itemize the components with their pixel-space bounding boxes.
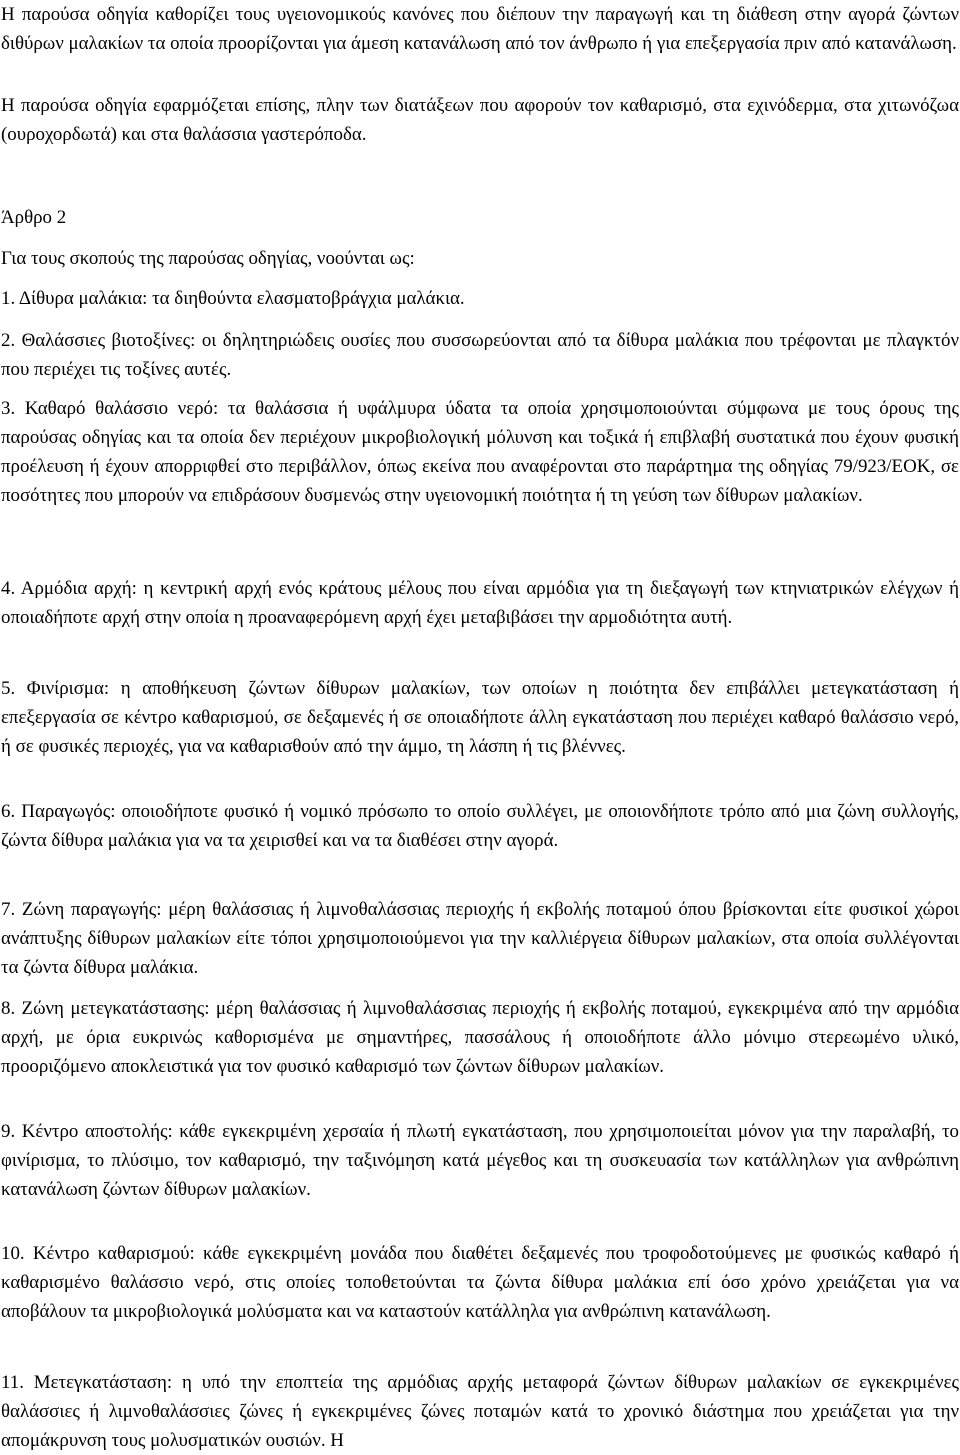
definition-item: [1, 1368, 959, 1455]
definition-text: 5. Φινίρισμα: η αποθήκευση ζώντων δίθυρων μαλακίων, των οποίων η ποιότητα δεν επιβάλλει μετεγκατάσταση ή επεξεργασία σε κέντρο καθαρισμού, σε δεξαμενές ή σε οποιαδήποτε άλλη εγκατάσταση που περιέχει καθαρό θαλάσσιο νερό, ή σε φυσικές περιοχές, για να καθαρισθούν από την άμμο, τη λάσπη ή τις βλέννες.: [1, 678, 959, 757]
definition-text: 1. Δίθυρα μαλάκια: τα διηθούντα ελασματοβράγχια μαλάκια.: [1, 288, 465, 309]
definition-item: [1, 574, 959, 632]
paragraph-text: Η παρούσα οδηγία εφαρμόζεται επίσης, πλην των διατάξεων που αφορούν τον καθαρισμό, στα εχινόδερμα, στα χιτωνόζωα (ουροχορδωτά) και στα θαλάσσια γαστερόποδα.: [1, 95, 959, 145]
definition-item: [1, 1239, 959, 1326]
definition-item: [1, 394, 959, 510]
intro-paragraph-1: [1, 0, 959, 58]
definition-item: [1, 994, 959, 1081]
article-heading-text: Άρθρο 2: [1, 207, 67, 228]
definition-item: [1, 1117, 959, 1204]
definition-item: [1, 797, 959, 855]
definitions-lead: [1, 244, 959, 273]
definition-text: 4. Αρμόδια αρχή: η κεντρική αρχή ενός κράτους μέλους που είναι αρμόδια για τη διεξαγωγή των κτηνιατρικών ελέγχων ή οποιαδήποτε αρχή στην οποία η προαναφερόμενη αρχή έχει μεταβιβάσει την αρμοδιότητα αυτή.: [1, 578, 959, 628]
definition-item: [1, 895, 959, 982]
definition-text: 6. Παραγωγός: οποιοδήποτε φυσικό ή νομικό πρόσωπο το οποίο συλλέγει, με οποιονδήποτε τρόπο από μια ζώνη συλλογής, ζώντα δίθυρα μαλάκια για να τα χειρισθεί και να τα διαθέσει στην αγορά.: [1, 801, 959, 851]
definition-text: 11. Μετεγκατάσταση: η υπό την εποπτεία της αρμόδιας αρχής μεταφορά ζώντων δίθυρων μαλακίων σε εγκεκριμένες θαλάσσιες ή λιμνοθαλάσσιες ζώνες ή εγκεκριμένες ζώνες ποταμών κατά το χρονικό διάστημα που χρειάζεται για την απομάκρυνση τους μολυσματικών ουσιών. Η: [1, 1372, 959, 1451]
definition-text: 9. Κέντρο αποστολής: κάθε εγκεκριμένη χερσαία ή πλωτή εγκατάσταση, που χρησιμοποιείται μόνον για την παραλαβή, το φινίρισμα, το πλύσιμο, τον καθαρισμό, την ταξινόμηση κατά μέγεθος και τη συσκευασία των κατάλληλων για ανθρώπινη κατανάλωση ζώντων δίθυρων μαλακίων.: [1, 1121, 959, 1200]
definition-text: 8. Ζώνη μετεγκατάστασης: μέρη θαλάσσιας ή λιμνοθαλάσσιας περιοχής ή εκβολής ποταμού, εγκεκριμένα από την αρμόδια αρχή, με όρια ευκρινώς καθορισμένα με σημαντήρες, πασσάλους ή οποιοδήποτε άλλο μόνιμο στερεωμένο υλικό, προοριζόμενο αποκλειστικά για τον φυσικό καθαρισμό των ζώντων δίθυρων μαλακίων.: [1, 998, 959, 1077]
definition-text: 2. Θαλάσσιες βιοτοξίνες: οι δηλητηριώδεις ουσίες που συσσωρεύονται από τα δίθυρα μαλάκια που τρέφονται με πλαγκτόν που περιέχει τις τοξίνες αυτές.: [1, 330, 959, 380]
article-heading: [1, 203, 959, 232]
intro-paragraph-2: [1, 91, 959, 149]
definition-text: 10. Κέντρο καθαρισμού: κάθε εγκεκριμένη μονάδα που διαθέτει δεξαμενές που τροφοδοτούμενες με φυσικώς καθαρό ή καθαρισμένο θαλάσσιο νερό, στις οποίες τοποθετούνται τα ζώντα δίθυρα μαλάκια επί όσο χρόνο χρειάζεται για να αποβάλουν τα μικροβιολογικά μολύσματα και να καταστούν κατάλληλα για ανθρώπινη κατανάλωση.: [1, 1243, 959, 1322]
definition-item: [1, 326, 959, 384]
definition-text: 7. Ζώνη παραγωγής: μέρη θαλάσσιας ή λιμνοθαλάσσιας περιοχής ή εκβολής ποταμού όπου βρίσκονται είτε φυσικοί χώροι ανάπτυξης δίθυρων μαλακίων είτε τόποι χρησιμοποιούμενοι για την καλλιέργεια δίθυρων μαλακίων, στα οποία συλλέγονται τα ζώντα δίθυρα μαλάκια.: [1, 899, 959, 978]
definition-text: 3. Καθαρό θαλάσσιο νερό: τα θαλάσσια ή υφάλμυρα ύδατα τα οποία χρησιμοποιούνται σύμφωνα με τους όρους της παρούσας οδηγίας και τα οποία δεν περιέχουν μικροβιολογική μόλυνση και τοξικά ή επιβλαβή συστατικά που έχουν φυσική προέλευση ή έχουν απορριφθεί στο περιβάλλον, όπως εκείνα που αναφέρονται στο παράρτημα της οδηγίας 79/923/ΕΟΚ, σε ποσότητες που μπορούν να επιδράσουν δυσμενώς στην υγειονομική ποιότητα ή τη γεύση των δίθυρων μαλακίων.: [1, 398, 959, 506]
paragraph-text: Η παρούσα οδηγία καθορίζει τους υγειονομικούς κανόνες που διέπουν την παραγωγή και τη διάθεση στην αγορά ζώντων διθύρων μαλακίων τα οποία προορίζονται για άμεση κατανάλωση από τον άνθρωπο ή για επεξεργασία πριν από κατανάλωση.: [1, 4, 959, 54]
definition-item: [1, 284, 959, 313]
definition-item: [1, 674, 959, 761]
definitions-lead-text: Για τους σκοπούς της παρούσας οδηγίας, νοούνται ως:: [1, 248, 415, 269]
